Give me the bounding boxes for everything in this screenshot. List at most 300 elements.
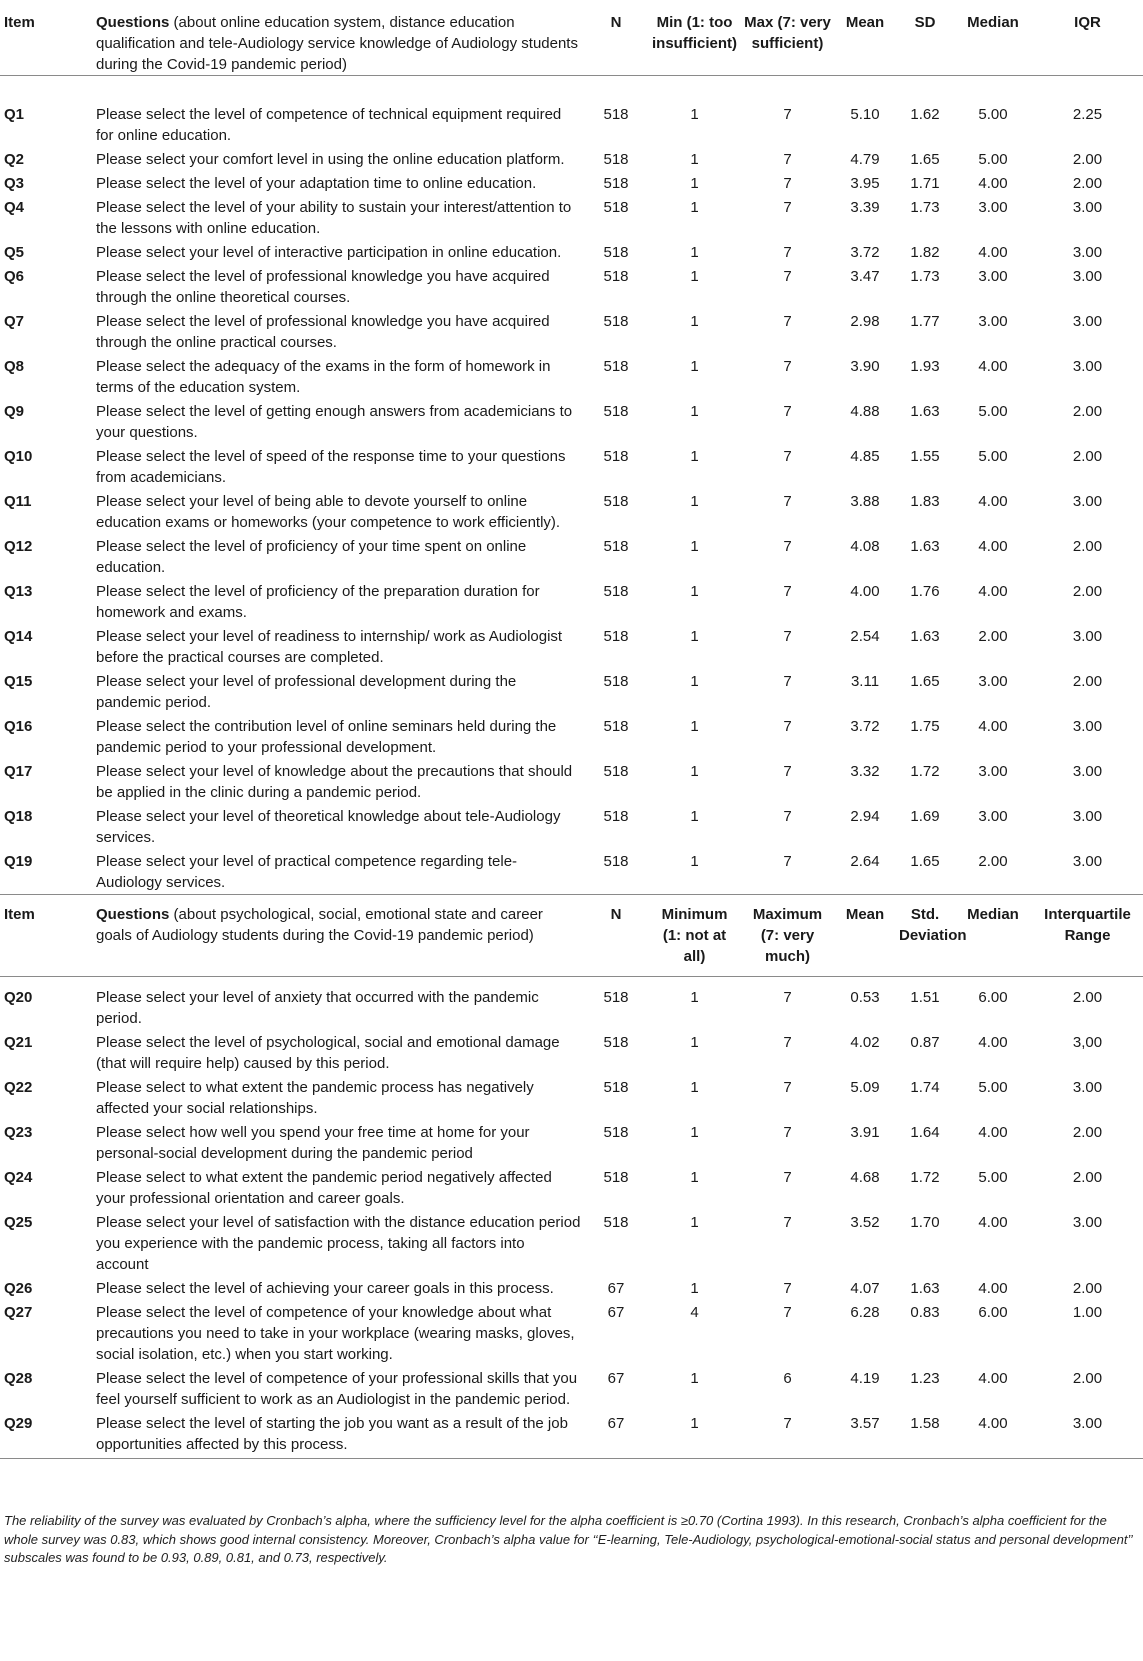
table-row (0, 716, 1143, 761)
cell-item: Q21 (4, 1034, 33, 1051)
cell-mean: 3.52 (850, 1214, 880, 1231)
cell-item: Q26 (4, 1280, 33, 1297)
cell-sd: 1.64 (910, 1124, 940, 1141)
cell-iqr: 3.00 (1072, 358, 1103, 375)
cell-question: Please select the level of starting the job you want as a result of the job opportunities affected by this process. (96, 1415, 568, 1453)
cell-mean: 3.91 (850, 1124, 880, 1141)
cell-n: 518 (603, 358, 629, 375)
cell-min: 1 (690, 175, 699, 192)
cell-sd: 1.62 (910, 106, 940, 123)
header-median: Median (967, 906, 1019, 923)
cell-item: Q8 (4, 358, 25, 375)
cell-max: 7 (783, 628, 792, 645)
cell-question: Please select your level of anxiety that occurred with the pandemic period. (96, 989, 539, 1027)
cell-n: 518 (603, 151, 629, 168)
cell-item: Q13 (4, 583, 33, 600)
cell-iqr: 2.00 (1072, 989, 1103, 1006)
table-row (0, 581, 1143, 626)
cell-mean: 3.95 (850, 175, 880, 192)
table-row (0, 671, 1143, 716)
cell-min: 1 (690, 1124, 699, 1141)
cell-iqr: 2.00 (1072, 1169, 1103, 1186)
table-row (0, 149, 1143, 173)
cell-iqr: 3.00 (1072, 853, 1103, 870)
cell-median: 5.00 (978, 448, 1008, 465)
cell-max: 7 (783, 989, 792, 1006)
cell-item: Q3 (4, 175, 25, 192)
cell-median: 5.00 (978, 151, 1008, 168)
header-n: N (610, 14, 622, 31)
cell-median: 2.00 (978, 628, 1008, 645)
table-row (0, 401, 1143, 446)
table-body (0, 977, 1143, 1459)
header-min: Minimum (1: not at all) (661, 906, 728, 965)
cell-median: 4.00 (978, 175, 1008, 192)
cell-min: 1 (690, 1034, 699, 1051)
table-footnote: The reliability of the survey was evaluated by Cronbach’s alpha, where the sufficiency level for the alpha coefficient is ≥0.70 (Cortina 1993). In this research, Cronbach’s alpha coefficient for the whole survey was 0.83, which shows good internal consistency. Moreover, Cronbach’s alpha value for ‘‘E-learning, Tele-Audiology, psychological-emotional-social status and personal development’’ subscales was found to be 0.93, 0.89, 0.81, and 0.73, respectively. (4, 1513, 1133, 1565)
cell-item: Q4 (4, 199, 25, 216)
survey-table-psychosocial (0, 894, 1143, 1459)
cell-iqr: 2.25 (1072, 106, 1103, 123)
cell-median: 4.00 (978, 538, 1008, 555)
header-iqr: Interquartile Range (1044, 906, 1131, 944)
cell-iqr: 2.00 (1072, 1280, 1103, 1297)
cell-median: 4.00 (978, 1370, 1008, 1387)
cell-sd: 1.77 (910, 313, 940, 330)
cell-question: Please select the level of your adaptation time to online education. (96, 175, 537, 192)
cell-sd: 1.76 (910, 583, 940, 600)
cell-item: Q24 (4, 1169, 33, 1186)
cell-mean: 5.09 (850, 1079, 880, 1096)
cell-max: 7 (783, 1280, 792, 1297)
cell-max: 7 (783, 1214, 792, 1231)
cell-question: Please select the level of your ability to sustain your interest/attention to the lessons with online education. (96, 199, 572, 237)
cell-question: Please select how well you spend your free time at home for your personal-social development during the pandemic period (96, 1124, 530, 1162)
cell-mean: 4.88 (850, 403, 880, 420)
cell-mean: 3.72 (850, 718, 880, 735)
header-n: N (610, 906, 622, 923)
table-row (0, 266, 1143, 311)
cell-question: Please select the level of achieving your career goals in this process. (96, 1280, 554, 1297)
cell-item: Q15 (4, 673, 33, 690)
cell-mean: 4.08 (850, 538, 880, 555)
header-questions: Questions (about psychological, social, emotional state and career goals of Audiology students during the Covid-19 pandemic period) (96, 906, 543, 944)
header-mean: Mean (845, 906, 885, 923)
cell-iqr: 3.00 (1072, 763, 1103, 780)
cell-mean: 4.85 (850, 448, 880, 465)
cell-question: Please select your level of interactive participation in online education. (96, 244, 562, 261)
header-median: Median (967, 14, 1019, 31)
cell-min: 1 (690, 358, 699, 375)
cell-mean: 4.19 (850, 1370, 880, 1387)
cell-iqr: 3.00 (1072, 244, 1103, 261)
cell-median: 5.00 (978, 1169, 1008, 1186)
cell-median: 5.00 (978, 106, 1008, 123)
cell-mean: 3.72 (850, 244, 880, 261)
cell-question: Please select the level of professional knowledge you have acquired through the online theoretical courses. (96, 268, 550, 306)
cell-sd: 1.75 (910, 718, 940, 735)
cell-n: 518 (603, 1169, 629, 1186)
cell-n: 518 (603, 448, 629, 465)
table-row (0, 446, 1143, 491)
cell-min: 1 (690, 1169, 699, 1186)
cell-mean: 2.64 (850, 853, 880, 870)
table-row (0, 1212, 1143, 1278)
cell-max: 7 (783, 358, 792, 375)
cell-question: Please select the adequacy of the exams in the form of homework in terms of the education system. (96, 358, 551, 396)
cell-item: Q12 (4, 538, 33, 555)
cell-question: Please select the level of competence of your knowledge about what precautions you need to take in your workplace (wearing masks, gloves, social isolation, etc.) when you start working. (96, 1304, 575, 1363)
cell-n: 518 (603, 244, 629, 261)
table-body (0, 76, 1143, 897)
header-sd: Std. Deviation (899, 906, 967, 944)
cell-max: 7 (783, 1034, 792, 1051)
cell-min: 1 (690, 244, 699, 261)
cell-question: Please select your level of knowledge about the precautions that should be applied in the clinic during a pandemic period. (96, 763, 573, 801)
cell-sd: 1.72 (910, 1169, 940, 1186)
cell-iqr: 3.00 (1072, 628, 1103, 645)
cell-median: 4.00 (978, 493, 1008, 510)
cell-median: 3.00 (978, 313, 1008, 330)
cell-question: Please select the level of getting enough answers from academicians to your questions. (96, 403, 573, 441)
table-row (0, 851, 1143, 896)
cell-median: 4.00 (978, 358, 1008, 375)
header-questions: Questions (about online education system, distance education qualification and tele-Audiology service knowledge of Audiology students during the Covid-19 pandemic period) (96, 14, 578, 73)
cell-question: Please select your level of being able to devote yourself to online education exams or homeworks (your competence to work efficiently). (96, 493, 561, 531)
table-row (0, 356, 1143, 401)
cell-sd: 1.82 (910, 244, 940, 261)
cell-n: 518 (603, 1124, 629, 1141)
cell-item: Q11 (4, 493, 32, 510)
cell-max: 7 (783, 493, 792, 510)
cell-max: 7 (783, 538, 792, 555)
cell-min: 1 (690, 1370, 699, 1387)
table-row (0, 626, 1143, 671)
cell-iqr: 2.00 (1072, 538, 1103, 555)
cell-item: Q14 (4, 628, 33, 645)
cell-mean: 4.00 (850, 583, 880, 600)
cell-max: 7 (783, 268, 792, 285)
cell-max: 7 (783, 1415, 792, 1432)
header-sd: SD (914, 14, 936, 31)
cell-mean: 4.68 (850, 1169, 880, 1186)
header-mean: Mean (845, 14, 885, 31)
cell-n: 67 (607, 1280, 625, 1297)
table-row (0, 1122, 1143, 1167)
cell-median: 3.00 (978, 763, 1008, 780)
cell-min: 1 (690, 583, 699, 600)
cell-n: 518 (603, 199, 629, 216)
cell-iqr: 2.00 (1072, 175, 1103, 192)
cell-min: 1 (690, 268, 699, 285)
cell-n: 67 (607, 1304, 625, 1321)
cell-sd: 0.83 (910, 1304, 940, 1321)
cell-question: Please select your level of satisfaction with the distance education period you experience with the pandemic process, taking all factors into account (96, 1214, 581, 1273)
cell-median: 4.00 (978, 1415, 1008, 1432)
cell-iqr: 2.00 (1072, 583, 1103, 600)
cell-item: Q6 (4, 268, 25, 285)
header-max: Maximum (7: very much) (752, 906, 823, 965)
cell-item: Q17 (4, 763, 33, 780)
cell-max: 7 (783, 175, 792, 192)
cell-median: 4.00 (978, 583, 1008, 600)
cell-max: 7 (783, 151, 792, 168)
cell-min: 1 (690, 1280, 699, 1297)
cell-n: 518 (603, 268, 629, 285)
table-row (0, 1368, 1143, 1413)
cell-iqr: 3,00 (1072, 1034, 1103, 1051)
cell-min: 1 (690, 1214, 699, 1231)
cell-min: 1 (690, 808, 699, 825)
cell-min: 1 (690, 151, 699, 168)
cell-max: 6 (783, 1370, 792, 1387)
cell-question: Please select the level of professional knowledge you have acquired through the online practical courses. (96, 313, 550, 351)
cell-n: 518 (603, 989, 629, 1006)
cell-min: 1 (690, 628, 699, 645)
cell-sd: 1.65 (910, 673, 940, 690)
cell-max: 7 (783, 808, 792, 825)
cell-n: 518 (603, 718, 629, 735)
cell-sd: 1.65 (910, 151, 940, 168)
cell-max: 7 (783, 313, 792, 330)
cell-min: 1 (690, 538, 699, 555)
cell-n: 518 (603, 673, 629, 690)
cell-min: 1 (690, 403, 699, 420)
cell-median: 6.00 (978, 1304, 1008, 1321)
cell-mean: 3.88 (850, 493, 880, 510)
table-row (0, 806, 1143, 851)
cell-item: Q5 (4, 244, 25, 261)
cell-max: 7 (783, 718, 792, 735)
cell-max: 7 (783, 106, 792, 123)
cell-sd: 1.63 (910, 1280, 940, 1297)
cell-question: Please select your level of readiness to internship/ work as Audiologist before the practical courses are completed. (96, 628, 563, 666)
table-row (0, 173, 1143, 197)
cell-min: 1 (690, 199, 699, 216)
cell-median: 4.00 (978, 1280, 1008, 1297)
cell-max: 7 (783, 448, 792, 465)
cell-iqr: 3.00 (1072, 199, 1103, 216)
cell-item: Q22 (4, 1079, 33, 1096)
cell-median: 4.00 (978, 718, 1008, 735)
cell-sd: 1.63 (910, 403, 940, 420)
cell-median: 5.00 (978, 403, 1008, 420)
cell-min: 1 (690, 763, 699, 780)
cell-n: 518 (603, 808, 629, 825)
cell-n: 518 (603, 628, 629, 645)
cell-max: 7 (783, 403, 792, 420)
cell-min: 1 (690, 718, 699, 735)
cell-item: Q2 (4, 151, 25, 168)
cell-max: 7 (783, 763, 792, 780)
cell-sd: 1.93 (910, 358, 940, 375)
cell-n: 518 (603, 1079, 629, 1096)
cell-min: 1 (690, 673, 699, 690)
table-row (0, 761, 1143, 806)
cell-min: 1 (690, 1415, 699, 1432)
cell-mean: 0.53 (850, 989, 880, 1006)
cell-mean: 2.94 (850, 808, 880, 825)
cell-item: Q10 (4, 448, 33, 465)
cell-sd: 1.55 (910, 448, 940, 465)
header-max: Max (7: very sufficient) (744, 14, 831, 52)
cell-mean: 5.10 (850, 106, 880, 123)
cell-question: Please select the contribution level of online seminars held during the pandemic period to your professional development. (96, 718, 557, 756)
cell-mean: 2.54 (850, 628, 880, 645)
table-row (0, 1302, 1143, 1368)
cell-n: 518 (603, 175, 629, 192)
table-header (0, 895, 1143, 977)
cell-n: 518 (603, 1034, 629, 1051)
cell-item: Q19 (4, 853, 33, 870)
cell-n: 518 (603, 106, 629, 123)
cell-question: Please select the level of proficiency of the preparation duration for homework and exams. (96, 583, 540, 621)
cell-question: Please select to what extent the pandemic process has negatively affected your social relationships. (96, 1079, 534, 1117)
cell-question: Please select the level of competence of your professional skills that you feel yourself sufficient to work as an Audiologist in the pandemic period. (96, 1370, 578, 1408)
cell-item: Q25 (4, 1214, 33, 1231)
cell-median: 4.00 (978, 1124, 1008, 1141)
cell-median: 3.00 (978, 808, 1008, 825)
table-header (0, 10, 1143, 76)
cell-n: 518 (603, 403, 629, 420)
cell-iqr: 2.00 (1072, 1124, 1103, 1141)
cell-sd: 1.83 (910, 493, 940, 510)
cell-item: Q16 (4, 718, 33, 735)
survey-table-education (0, 10, 1143, 896)
table-row (0, 76, 1143, 150)
cell-mean: 3.39 (850, 199, 880, 216)
cell-sd: 1.51 (910, 989, 940, 1006)
cell-iqr: 3.00 (1072, 313, 1103, 330)
cell-n: 518 (603, 763, 629, 780)
cell-question: Please select your level of professional development during the pandemic period. (96, 673, 517, 711)
cell-question: Please select your level of practical competence regarding tele-Audiology services. (96, 853, 518, 891)
cell-item: Q20 (4, 989, 33, 1006)
cell-max: 7 (783, 583, 792, 600)
table-row (0, 1032, 1143, 1077)
cell-min: 1 (690, 106, 699, 123)
cell-median: 4.00 (978, 244, 1008, 261)
cell-mean: 4.02 (850, 1034, 880, 1051)
cell-sd: 1.72 (910, 763, 940, 780)
cell-mean: 4.07 (850, 1280, 880, 1297)
table-row (0, 197, 1143, 242)
cell-item: Q1 (4, 106, 25, 123)
table-row (0, 1278, 1143, 1302)
cell-iqr: 2.00 (1072, 1370, 1103, 1387)
cell-iqr: 3.00 (1072, 1214, 1103, 1231)
cell-item: Q29 (4, 1415, 33, 1432)
cell-item: Q7 (4, 313, 25, 330)
cell-iqr: 2.00 (1072, 403, 1103, 420)
cell-median: 3.00 (978, 268, 1008, 285)
cell-n: 67 (607, 1370, 625, 1387)
cell-question: Please select your level of theoretical knowledge about tele-Audiology services. (96, 808, 561, 846)
cell-median: 2.00 (978, 853, 1008, 870)
cell-iqr: 3.00 (1072, 1415, 1103, 1432)
cell-sd: 1.58 (910, 1415, 940, 1432)
cell-min: 4 (690, 1304, 699, 1321)
cell-item: Q18 (4, 808, 33, 825)
table-row (0, 311, 1143, 356)
cell-question: Please select to what extent the pandemic period negatively affected your professional orientation and career goals. (96, 1169, 552, 1207)
cell-mean: 3.32 (850, 763, 880, 780)
cell-sd: 1.23 (910, 1370, 940, 1387)
cell-median: 5.00 (978, 1079, 1008, 1096)
cell-mean: 6.28 (850, 1304, 880, 1321)
cell-iqr: 3.00 (1072, 1079, 1103, 1096)
cell-max: 7 (783, 199, 792, 216)
table-row (0, 242, 1143, 266)
cell-sd: 1.69 (910, 808, 940, 825)
cell-sd: 1.65 (910, 853, 940, 870)
cell-mean: 3.90 (850, 358, 880, 375)
cell-sd: 1.74 (910, 1079, 940, 1096)
cell-median: 3.00 (978, 199, 1008, 216)
cell-min: 1 (690, 853, 699, 870)
table-row (0, 536, 1143, 581)
header-item: Item (4, 14, 35, 31)
cell-question: Please select the level of speed of the response time to your questions from academicians. (96, 448, 566, 486)
cell-iqr: 3.00 (1072, 268, 1103, 285)
header-min: Min (1: too insufficient) (652, 14, 737, 52)
table-row (0, 491, 1143, 536)
cell-n: 518 (603, 313, 629, 330)
cell-max: 7 (783, 1124, 792, 1141)
cell-min: 1 (690, 1079, 699, 1096)
table-row (0, 1167, 1143, 1212)
cell-max: 7 (783, 853, 792, 870)
cell-sd: 1.63 (910, 538, 940, 555)
cell-min: 1 (690, 448, 699, 465)
cell-iqr: 2.00 (1072, 448, 1103, 465)
cell-max: 7 (783, 673, 792, 690)
cell-n: 518 (603, 1214, 629, 1231)
cell-median: 4.00 (978, 1214, 1008, 1231)
cell-item: Q28 (4, 1370, 33, 1387)
cell-iqr: 3.00 (1072, 493, 1103, 510)
cell-median: 4.00 (978, 1034, 1008, 1051)
table-row (0, 977, 1143, 1033)
cell-item: Q27 (4, 1304, 33, 1321)
cell-sd: 1.63 (910, 628, 940, 645)
cell-iqr: 3.00 (1072, 718, 1103, 735)
cell-min: 1 (690, 989, 699, 1006)
cell-sd: 1.73 (910, 268, 940, 285)
cell-max: 7 (783, 1169, 792, 1186)
cell-sd: 1.73 (910, 199, 940, 216)
cell-question: Please select the level of proficiency of your time spent on online education. (96, 538, 527, 576)
cell-mean: 3.11 (850, 673, 880, 690)
cell-min: 1 (690, 493, 699, 510)
cell-mean: 2.98 (850, 313, 880, 330)
cell-median: 6.00 (978, 989, 1008, 1006)
cell-n: 518 (603, 853, 629, 870)
header-iqr: IQR (1074, 14, 1101, 31)
cell-max: 7 (783, 1304, 792, 1321)
cell-sd: 0.87 (910, 1034, 940, 1051)
table-row (0, 1413, 1143, 1459)
cell-mean: 3.57 (850, 1415, 880, 1432)
cell-max: 7 (783, 244, 792, 261)
cell-max: 7 (783, 1079, 792, 1096)
cell-iqr: 2.00 (1072, 151, 1103, 168)
cell-item: Q23 (4, 1124, 33, 1141)
cell-question: Please select your comfort level in using the online education platform. (96, 151, 565, 168)
cell-item: Q9 (4, 403, 25, 420)
cell-mean: 4.79 (850, 151, 880, 168)
cell-n: 518 (603, 538, 629, 555)
